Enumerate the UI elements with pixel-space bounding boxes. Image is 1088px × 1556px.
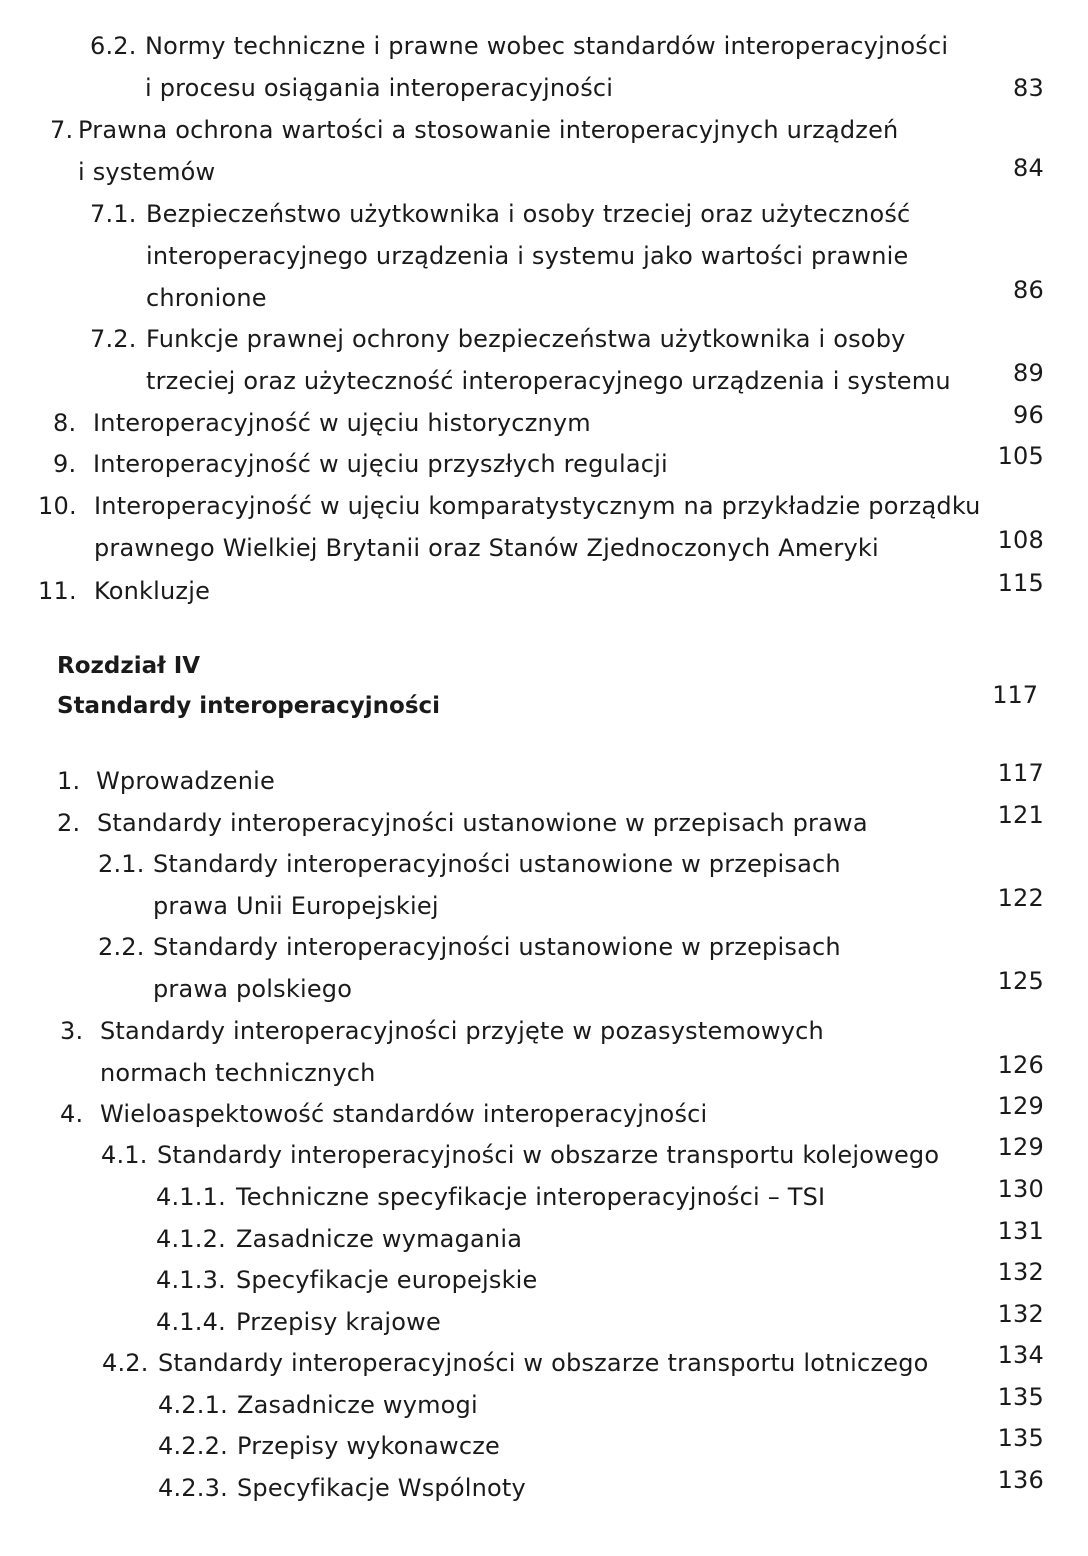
toc-entry-number: 2.1. (98, 850, 145, 878)
toc-entry-title: Wieloaspektowość standardów interoperacyjności (100, 1100, 708, 1128)
toc-entry-title: Interoperacyjność w ujęciu historycznym (93, 409, 591, 437)
chapter-label: Rozdział IV (57, 653, 201, 679)
toc-entry-number: 7.1. (90, 200, 137, 228)
toc-entry-title: Zasadnicze wymagania (236, 1225, 523, 1253)
toc-entry-page: 105 (997, 442, 1044, 470)
toc-entry-title: Wprowadzenie (96, 767, 275, 795)
toc-entry-page: 83 (1013, 74, 1044, 102)
toc-entry-number: 6.2. (90, 32, 137, 60)
toc-entry-page: 115 (997, 569, 1044, 597)
toc-entry-title: Przepisy wykonawcze (237, 1432, 500, 1460)
toc-entry-page: 129 (997, 1133, 1044, 1161)
toc-entry-number: 4.1.1. (156, 1183, 226, 1211)
toc-entry-number: 2. (57, 809, 81, 837)
toc-entry-title: Bezpieczeństwo użytkownika i osoby trzeciej oraz użyteczność interoperacyjnego urządzenia i systemu jako wartości prawnie chronione (146, 200, 911, 312)
toc-entry-title: Interoperacyjność w ujęciu komparatystycznym na przykładzie porządku prawnego Wielkiej Brytanii oraz Stanów Zjednoczonych Ameryki (94, 492, 981, 562)
toc-entry-page: 130 (997, 1175, 1044, 1203)
toc-entry-page: 89 (1013, 359, 1044, 387)
toc-entry-number: 7. (50, 116, 74, 144)
toc-entry-page: 108 (997, 526, 1044, 554)
toc-entry-number: 9. (53, 450, 77, 478)
toc-entry-page: 132 (997, 1258, 1044, 1286)
toc-entry-number: 4.1. (101, 1141, 148, 1169)
toc-entry-title: Standardy interoperacyjności ustanowione w przepisach prawa (97, 809, 868, 837)
toc-entry-title: Standardy interoperacyjności ustanowione w przepisach prawa polskiego (153, 933, 841, 1003)
toc-entry-number: 4.1.2. (156, 1225, 226, 1253)
toc-entry-title: Techniczne specyfikacje interoperacyjności – TSI (236, 1183, 826, 1211)
toc-entry-title: Specyfikacje Wspólnoty (237, 1474, 526, 1502)
toc-entry-number: 4.1.4. (156, 1308, 226, 1336)
toc-entry-title: Konkluzje (94, 577, 211, 605)
chapter-title: Standardy interoperacyjności (57, 693, 441, 719)
toc-entry-page: 121 (997, 801, 1044, 829)
toc-entry-number: 4.1.3. (156, 1266, 226, 1294)
toc-entry-number: 4.2.2. (158, 1432, 228, 1460)
toc-entry-page: 134 (997, 1341, 1044, 1369)
toc-entry-page: 122 (997, 884, 1044, 912)
toc-entry-title: Standardy interoperacyjności przyjęte w pozasystemowych normach technicznych (100, 1017, 824, 1087)
toc-entry-number: 3. (60, 1017, 84, 1045)
toc-entry-number: 4.2.1. (158, 1391, 228, 1419)
toc-entry-title: Zasadnicze wymogi (237, 1391, 478, 1419)
toc-entry-page: 129 (997, 1092, 1044, 1120)
toc-entry-title: Standardy interoperacyjności w obszarze transportu kolejowego (157, 1141, 940, 1169)
toc-entry-number: 7.2. (90, 325, 137, 353)
toc-entry-number: 2.2. (98, 933, 145, 961)
toc-entry-page: 84 (1013, 154, 1044, 182)
toc-entry-page: 135 (997, 1424, 1044, 1452)
chapter-page: 117 (992, 681, 1038, 709)
toc-entry-number: 4.2.3. (158, 1474, 228, 1502)
toc-entry-number: 8. (53, 409, 77, 437)
toc-entry-title: Prawna ochrona wartości a stosowanie interoperacyjnych urządzeń i systemów (78, 116, 899, 186)
toc-entry-title: Standardy interoperacyjności w obszarze transportu lotniczego (158, 1349, 929, 1377)
toc-entry-number: 11. (38, 577, 77, 605)
toc-entry-title: Specyfikacje europejskie (236, 1266, 538, 1294)
toc-entry-page: 126 (997, 1051, 1044, 1079)
toc-entry-number: 4. (60, 1100, 84, 1128)
toc-entry-title: Przepisy krajowe (236, 1308, 441, 1336)
toc-entry-title: Interoperacyjność w ujęciu przyszłych regulacji (93, 450, 668, 478)
toc-entry-number: 4.2. (102, 1349, 149, 1377)
toc-entry-page: 131 (997, 1217, 1044, 1245)
toc-entry-page: 132 (997, 1300, 1044, 1328)
toc-entry-title: Funkcje prawnej ochrony bezpieczeństwa użytkownika i osoby trzeciej oraz użyteczność interoperacyjnego urządzenia i systemu (146, 325, 951, 395)
toc-entry-number: 1. (57, 767, 81, 795)
toc-entry-page: 135 (997, 1383, 1044, 1411)
toc-entry-page: 136 (997, 1466, 1044, 1494)
toc-entry-title: Standardy interoperacyjności ustanowione w przepisach prawa Unii Europejskiej (153, 850, 841, 920)
toc-entry-page: 86 (1013, 276, 1044, 304)
toc-entry-number: 10. (38, 492, 77, 520)
toc-entry-page: 125 (997, 967, 1044, 995)
toc-entry-page: 117 (997, 759, 1044, 787)
toc-entry-title: Normy techniczne i prawne wobec standardów interoperacyjności i procesu osiągania interoperacyjności (145, 32, 949, 102)
toc-entry-page: 96 (1013, 401, 1044, 429)
